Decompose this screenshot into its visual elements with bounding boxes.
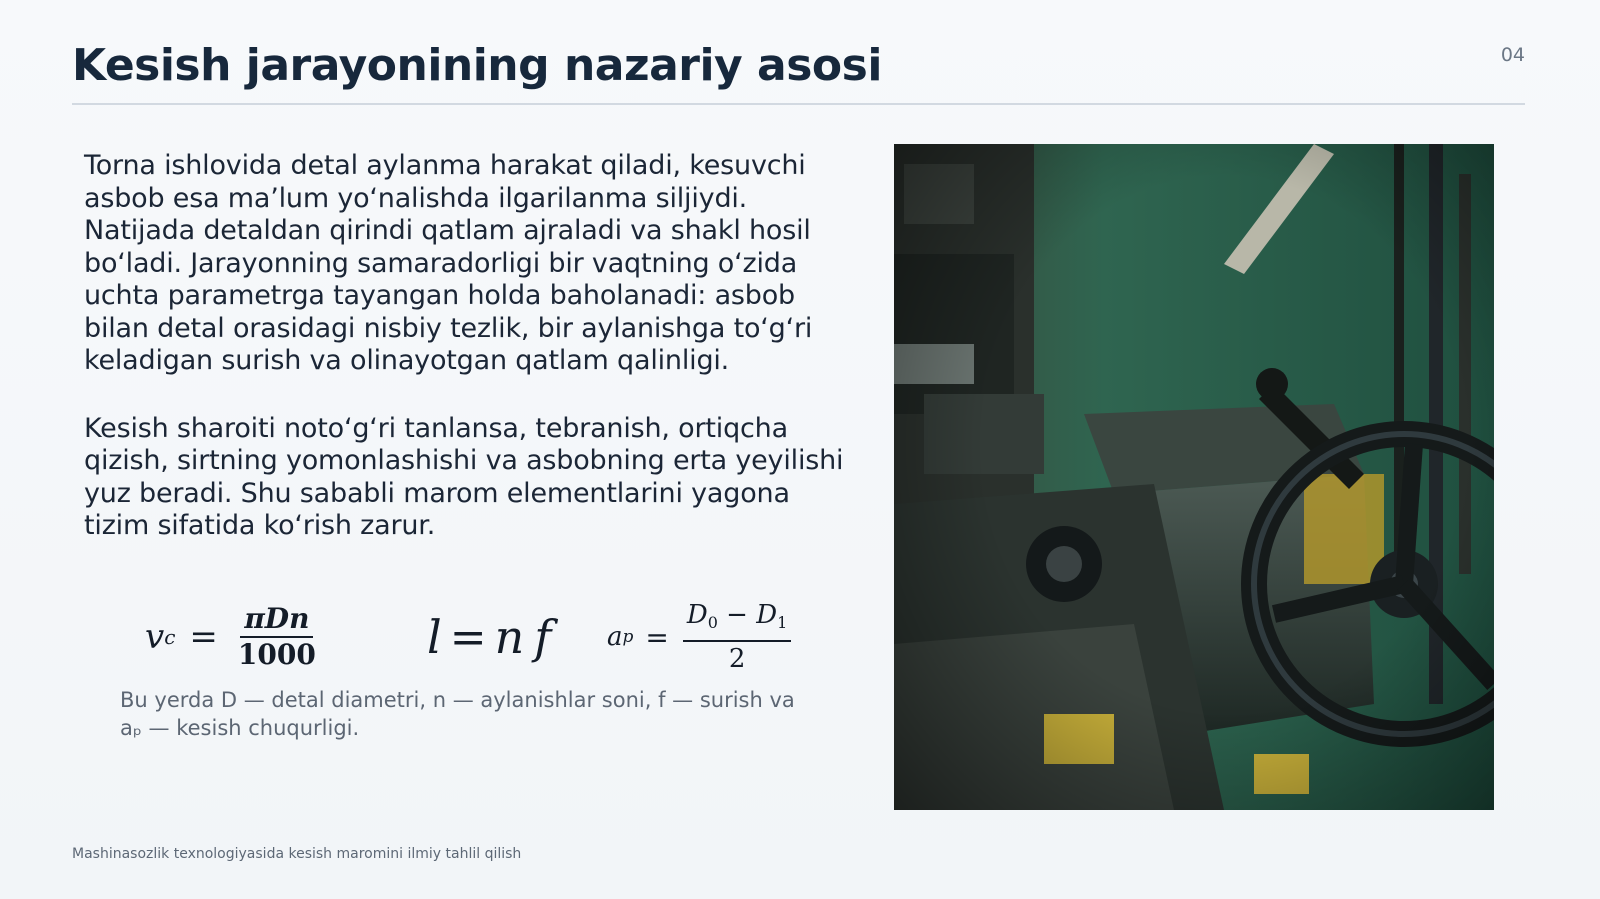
formula-1-lhs: v <box>145 617 165 657</box>
formula-feed <box>427 602 551 672</box>
title-divider <box>72 103 1525 105</box>
lathe-photo <box>894 144 1494 810</box>
formula-3-num-b-sub: 1 <box>777 613 788 632</box>
formula-3-num-a: D <box>686 600 708 630</box>
formula-cutting-speed <box>145 602 322 672</box>
formula-row <box>145 602 845 677</box>
lathe-photo-icon <box>894 144 1494 810</box>
formula-1-lhs-sub: c <box>164 625 176 649</box>
formula-2-eq: = <box>449 611 487 663</box>
formula-3-lhs-sub: p <box>622 627 634 647</box>
formula-3-num-b: D <box>756 600 778 630</box>
formula-1-fraction <box>234 602 320 672</box>
formula-2-c: f <box>534 610 552 664</box>
formula-3-minus: − <box>717 600 757 630</box>
formula-1-numerator: πDn <box>240 602 313 638</box>
formula-caption: Bu yerda D — detal diametri, n — aylanishlar soni, f — surish va aₚ — kesish chuqurligi. <box>120 688 795 740</box>
formula-3-eq: = <box>645 620 669 654</box>
page-number: 04 <box>1500 44 1525 66</box>
formula-3-fraction <box>683 598 791 676</box>
paragraph-1: Torna ishlovida detal aylanma harakat qiladi, kesuvchi asbob esa ma’lum yo‘nalishda ilgarilanma siljiydi. Natijada detaldan qirindi qatlam ajraladi va shakl hosil bo‘ladi. Jarayonning samaradorligi bir vaqtning o‘zida uchta parametrga tayangan holda baholanadi: asbob bilan detal orasidagi nisbiy tezlik, bir aylanishga to‘g‘ri keladigan surish va olinayotgan qatlam qalinligi. <box>84 150 813 376</box>
formula-1-eq: = <box>189 617 218 657</box>
formula-depth <box>607 602 793 672</box>
formula-1-denominator: 1000 <box>237 638 316 671</box>
formula-3-denominator: 2 <box>728 644 746 674</box>
formula-3-num-a-sub: 0 <box>707 613 718 632</box>
formula-3-lhs: a <box>607 622 623 652</box>
formula-2-a: l <box>427 610 442 664</box>
slide-title: Kesish jarayonining nazariy asosi <box>72 40 882 91</box>
body-text <box>84 150 844 543</box>
paragraph-2: Kesish sharoiti noto‘g‘ri tanlansa, tebranish, ortiqcha qizish, sirtning yomonlashishi va asbobning erta yeyilishi yuz beradi. Shu sababli marom elementlarini yagona tizim sifatida ko‘rish zarur. <box>84 412 844 541</box>
formula-2-b: n <box>494 610 525 664</box>
footer-text: Mashinasozlik texnologiyasida kesish maromini ilmiy tahlil qilish <box>72 846 522 862</box>
formula-3-numerator <box>683 598 791 642</box>
